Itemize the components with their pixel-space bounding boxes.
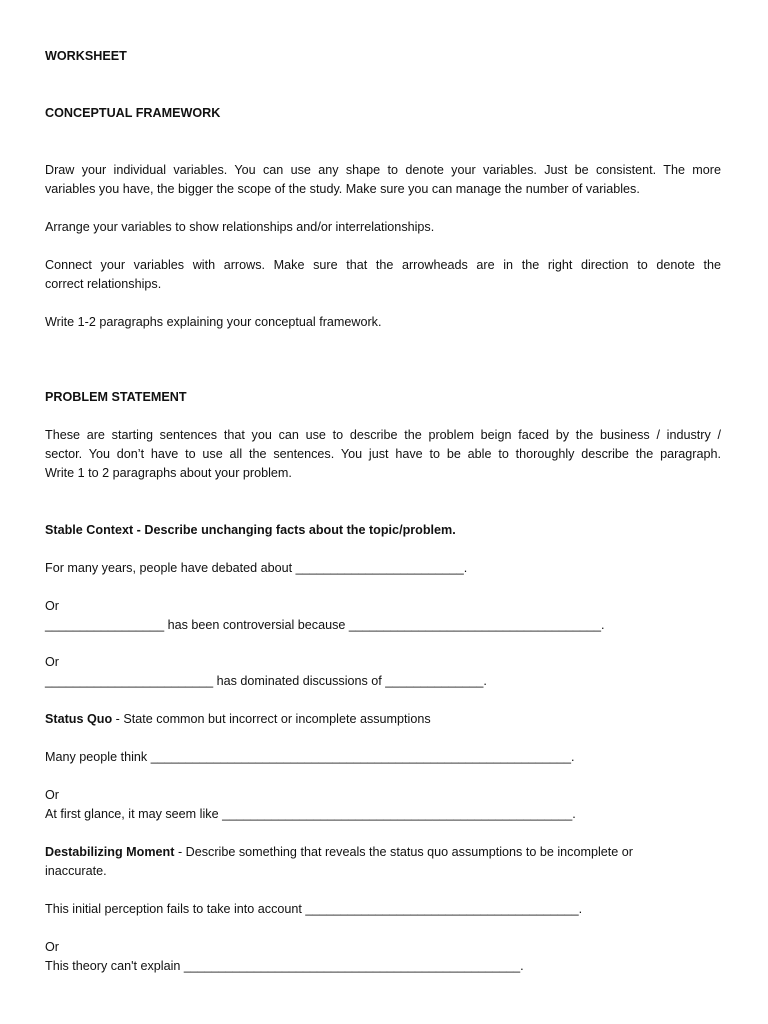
status-quo-label: Status Quo [45, 712, 113, 726]
problem-statement-heading: PROBLEM STATEMENT [45, 390, 187, 404]
worksheet-heading: WORKSHEET [45, 49, 127, 63]
destabilizing-sentence-1: This initial perception fails to take into account _______________________________________. [45, 902, 583, 916]
status-quo-heading [45, 710, 431, 729]
stable-context-or-2: Or [45, 655, 59, 669]
stable-context-sentence-2: _________________ has been controversial because ____________________________________. [45, 618, 605, 632]
status-quo-sentence-1: Many people think ____________________________________________________________. [45, 750, 575, 764]
ps-intro-line3: Write 1 to 2 paragraphs about your problem. [45, 466, 292, 480]
stable-context-or-1: Or [45, 599, 59, 613]
ps-intro-line1: These are starting sentences that you can use to describe the problem beign faced by the business / industry / [45, 428, 721, 442]
destabilizing-label: Destabilizing Moment [45, 845, 175, 859]
cf-para1-line1: Draw your individual variables. You can use any shape to denote your variables. Just be consistent. The more [45, 163, 721, 177]
worksheet-page [45, 0, 721, 1024]
stable-context-sentence-1: For many years, people have debated about ________________________. [45, 561, 468, 575]
destabilizing-heading [45, 843, 633, 862]
cf-para2: Arrange your variables to show relationships and/or interrelationships. [45, 220, 435, 234]
stable-context-sentence-3: ________________________ has dominated discussions of ______________. [45, 674, 487, 688]
destabilizing-description: - Describe something that reveals the status quo assumptions to be incomplete or [174, 845, 633, 859]
ps-intro-line2: sector. You don’t have to use all the sentences. You just have to be able to thoroughly describe the paragraph. [45, 447, 721, 461]
cf-para3-line1: Connect your variables with arrows. Make sure that the arrowheads are in the right direction to denote the [45, 258, 721, 272]
cf-para3-line2: correct relationships. [45, 277, 162, 291]
stable-context-heading: Stable Context - Describe unchanging facts about the topic/problem. [45, 523, 456, 537]
cf-para1-line2: variables you have, the bigger the scope of the study. Make sure you can manage the number of variables. [45, 182, 640, 196]
status-quo-sentence-2: At first glance, it may seem like __________________________________________________. [45, 807, 576, 821]
destabilizing-or-1: Or [45, 940, 59, 954]
status-quo-or-1: Or [45, 788, 59, 802]
cf-para4: Write 1-2 paragraphs explaining your conceptual framework. [45, 315, 382, 329]
status-quo-description: - State common but incorrect or incomplete assumptions [112, 712, 431, 726]
destabilizing-sentence-2: This theory can't explain ________________________________________________. [45, 959, 524, 973]
destabilizing-description-line2: inaccurate. [45, 864, 107, 878]
conceptual-framework-heading: CONCEPTUAL FRAMEWORK [45, 106, 221, 120]
